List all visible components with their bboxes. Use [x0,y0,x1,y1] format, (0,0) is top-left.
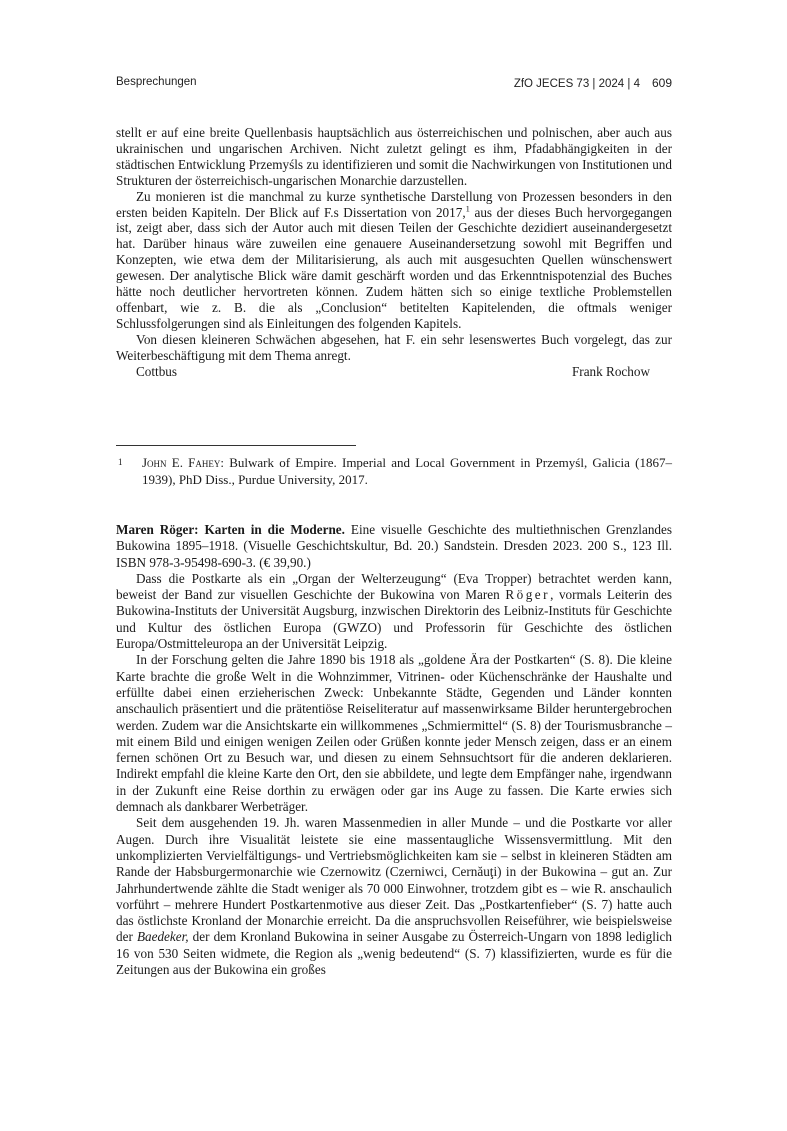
paragraph: Von diesen kleineren Schwächen abgesehen, hat F. ein sehr lesenswertes Buch vorgelegt, das zur Weiterbeschäftigung mit dem Thema anregt. [116,331,672,363]
section-title: Besprechungen [116,76,197,88]
footnote-divider [116,445,356,446]
review-heading [116,522,672,571]
paragraph-text: Seit dem ausgehenden 19. Jh. waren Massenmedien in aller Munde – und die Postkarte vor aller Augen. Durch ihre Visualität leistete sie eine massentaugliche Wissensvermittlung. Mit den unkomplizierten Vervielfältigungs- und Vertriebsmöglichkeiten kam sie – selbst in kleineren Städten am Rande der Habsburgermonarchie wie Czernowitz (Czerniwci, Cernăuţi) in der Bukowina – gut an. Zur Jahrhundertwende zählte die Stadt weniger als 70 000 Einwohner, trotzdem gibt es – wie R. anschaulich vorführt – mehrere Hundert Postkartenmotive aus dieser Zeit. Das „Postkartenfieber“ (S. 7) hatte auch das östlichste Kronland der Monarchie erreicht. Da die anspruchsvollen Reiseführer, wie beispielsweise der [116,815,672,945]
paragraph: In der Forschung gelten die Jahre 1890 bis 1918 als „goldene Ära der Postkarten“ (S. 8). Die kleine Karte brachte die große Welt in die Wohnzimmer, Vitrinen- oder Küchenschränke der Haushalte und erfüllte dabei einen erzieherischen Zweck: Unbekannte Städte, Gegenden und Länder konnten anschaulich präsentiert und die prätentiöse Reiseliteratur auf massenwirksame Bilder heruntergebrochen werden. Zudem war die Ansichtskarte ein willkommenes „Schmiermittel“ (S. 8) der Tourismusbranche – mit einem Bild und einigen wenigen Zeilen oder Grüßen konnte jeder Mensch zeigen, dass er an einem fernen schönen Ort zu Besuch war, und diesen zu einem Sehnsuchtsort für die anderen deklarieren. Indirekt empfahl die kleine Karte den Ort, den sie abbildete, und legte dem Empfänger nahe, irgendwann in der Zukunft eine Reise dorthin zu erwägen oder gar ins Auge zu fassen. Die Karte erwies sich demnach als dankbarer Werbeträger. [116,652,672,815]
bibliographic-details: Eine visuelle Geschichte des multiethnischen Grenzlandes Bukowina 1895–1918. (Visuelle Geschichtskultur, Bd. 20.) Sandstein. Dresden 2023. 200 S., 123 Ill. ISBN 978-3-95498-690-3. (€ 39,90.) [116,522,672,570]
reviewer-place: Cottbus [136,363,178,379]
paragraph-text: der dem Kronland Bukowina in seiner Ausgabe zu Österreich-Ungarn von 1898 lediglich 16 von 530 Seiten widmete, die Region als „wenig bedeutend“ (S. 7) klassifizierten, wurde es für die Zeitungen aus der Bukowina ein großes [116,929,672,978]
paragraph-text: , vormals Leiterin des Bukowina-Instituts der Universität Augsburg, inzwischen Direktorin des Leibniz-Instituts für Geschichte und Kultur des östlichen Europa (GWZO) und Professorin für Geschichte des östlichen Europa/Ostmitteleuropa an der Universität Leipzig. [116,587,672,652]
paragraph [116,815,672,978]
journal-issue: ZfO JECES 73 | 2024 | 4 [513,78,640,90]
review-article [116,522,672,978]
paragraph-text: Zu monieren ist die manchmal zu kurze synthetische Darstellung von Prozessen besonders in den ersten beiden Kapiteln. Der Blick auf F.s Dissertation von 2017, [116,188,672,220]
paragraph [116,571,672,652]
paragraph [116,189,672,332]
reviewer-name: Frank Rochow [571,363,650,379]
italic-title: Baedeker, [136,929,189,945]
footnote-text [142,455,672,488]
footnote-citation: : Bulwark of Empire. Imperial and Local Government in Przemyśl, Galicia (1867–1939), PhD Diss., Purdue University, 2017. [142,455,672,487]
author-name-spaced: Röger [505,587,551,603]
signature-line [116,364,672,380]
paragraph: stellt er auf eine breite Quellenbasis hauptsächlich aus österreichischen und polnischen, aber auch aus ukrainischen und ungarischen Archiven. Nicht zuletzt gelingt es ihm, Pfadabhängigkeiten in der städtischen Entwicklung Przemyśls zu identifizieren und somit die Nachwirkungen von Institutionen und Strukturen der österreichisch-ungarischen Monarchie darzustellen. [116,125,672,188]
footnote-number: 1 [118,457,123,467]
journal-info [514,76,672,90]
footnote-reference[interactable]: 1 [465,203,470,214]
footnote [116,455,672,488]
page-number: 609 [651,76,672,90]
review-title: Maren Röger: Karten in die Moderne. [116,522,345,537]
footnote-author: John E. Fahey [142,455,221,470]
review-continuation [116,125,672,380]
running-header [116,76,672,92]
paragraph-text: Dass die Postkarte als ein „Organ der Welterzeugung“ (Eva Tropper) betrachtet werden kann, beweist der Band zur visuellen Geschichte der Bukowina von Maren [116,570,672,603]
paragraph-text: aus der dieses Buch hervorgegangen ist, zeigt aber, dass sich der Autor auch mit diesen Teilen der Geschichte dezidiert auseinandergesetzt hat. Darüber hinaus wäre zuweilen eine genauere Auseinandersetzung sowohl mit Begriffen und Konzepten, wie etwa dem der Militarisierung, als auch mit ausgesuchten Quellen wünschenswert gewesen. Der analytische Blick wäre damit geschärft worden und das Erkenntnispotenzial des Buches hätte noch deutlicher hervortreten können. Zudem hätten sich so einige textliche Problemstellen offenbart, wie z. B. die als „Conclusion“ betitelten Kapitelenden, die oftmals weniger Schlussfolgerungen sind als Einleitungen des folgenden Kapitels. [116,204,672,331]
